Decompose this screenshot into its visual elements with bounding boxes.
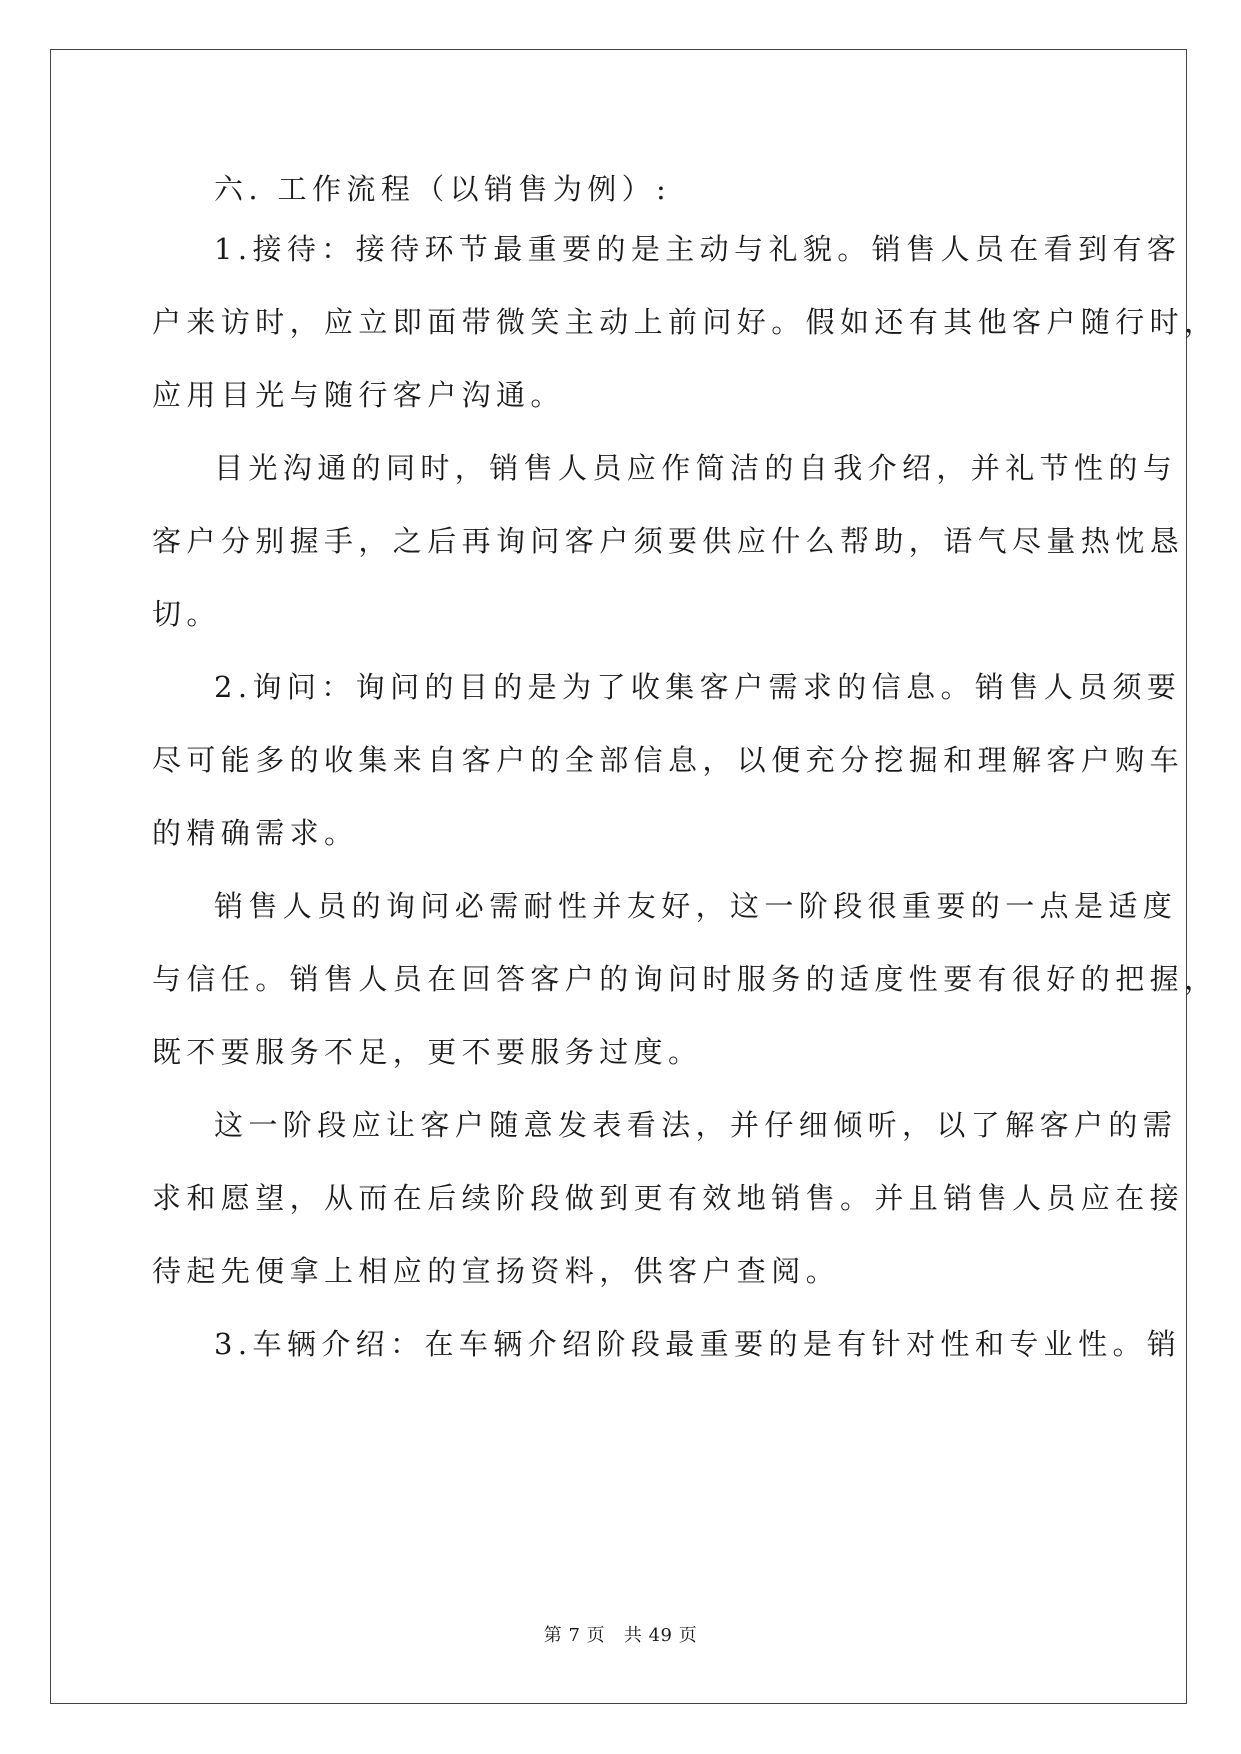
text-line: 尽可能多的收集来自客户的全部信息，以便充分挖掘和理解客户购车: [152, 743, 1185, 777]
text-line: 客户分别握手，之后再询问客户须要供应什么帮助，语气尽量热忱恳: [152, 524, 1185, 558]
text-line: 2.询问：询问的目的是为了收集客户需求的信息。销售人员须要: [214, 670, 1182, 704]
section-heading: 六. 工作流程（以销售为例）:: [214, 172, 672, 206]
page-border: [50, 49, 1187, 1704]
page-number: 第 7 页 共 49 页: [543, 1625, 698, 1646]
text-line: 1.接待：接待环节最重要的是主动与礼貌。销售人员在看到有客: [214, 232, 1182, 266]
text-line: 的精确需求。: [152, 816, 359, 850]
text-line: 切。: [152, 597, 221, 631]
text-line: 与信任。销售人员在回答客户的询问时服务的适度性要有很好的把握，: [152, 962, 1219, 996]
text-line: 待起先便拿上相应的宣扬资料，供客户查阅。: [152, 1254, 841, 1288]
text-line: 这一阶段应让客户随意发表看法，并仔细倾听，以了解客户的需: [214, 1108, 1178, 1142]
text-line: 3.车辆介绍：在车辆介绍阶段最重要的是有针对性和专业性。销: [214, 1327, 1182, 1361]
text-line: 销售人员的询问必需耐性并友好，这一阶段很重要的一点是适度: [214, 889, 1178, 923]
text-line: 户来访时，应立即面带微笑主动上前问好。假如还有其他客户随行时，: [152, 305, 1219, 339]
text-line: 既不要服务不足，更不要服务过度。: [152, 1035, 703, 1069]
text-line: 求和愿望，从而在后续阶段做到更有效地销售。并且销售人员应在接: [152, 1181, 1185, 1215]
text-line: 应用目光与随行客户沟通。: [152, 378, 565, 412]
text-line: 目光沟通的同时，销售人员应作简洁的自我介绍，并礼节性的与: [214, 451, 1178, 485]
